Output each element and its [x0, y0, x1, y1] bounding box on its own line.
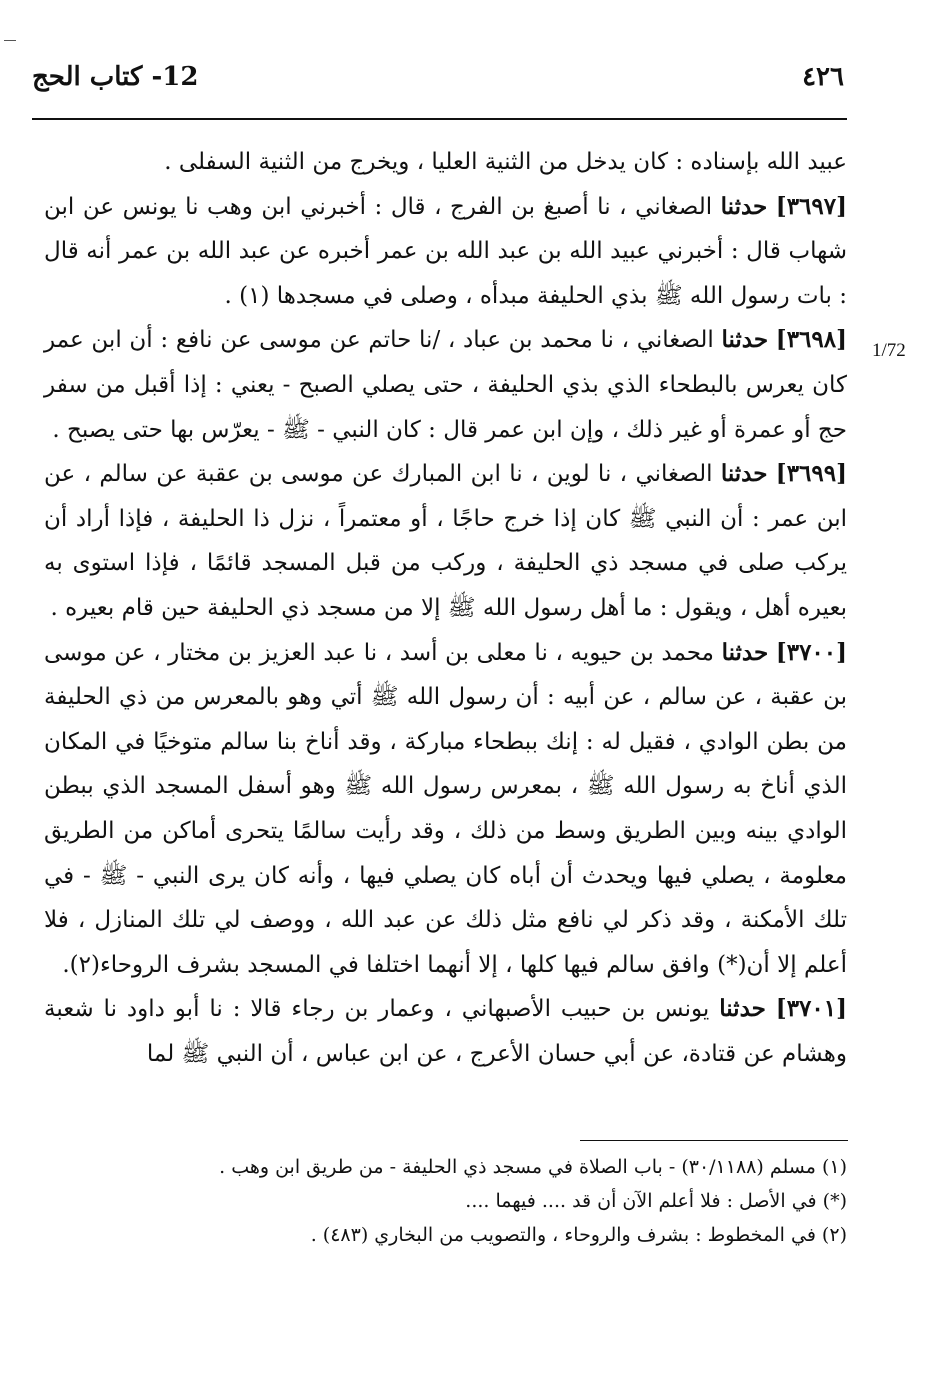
- hadith-number: [٣٦٩٧]: [775, 192, 847, 220]
- hadith-number: [٣٧٠١]: [775, 995, 847, 1023]
- paragraph-text: الصغاني ، نا محمد بن عباد ، /نا حاتم عن موسى عن نافع : أن ابن عمر كان يعرس بالبطحاء الذي بذي الحليفة ، حتى يصلي الصبح - يعني : إذا أقبل من سفر حج أو عمرة أو غير ذلك ، وإن ابن عمر قال : كان النبي - ﷺ - يعرّس بها حتى يصبح .: [44, 327, 847, 443]
- paragraph-text: عبيد الله بإسناده : كان يدخل من الثنية العليا ، ويخرج من الثنية السفلى .: [164, 149, 847, 175]
- footnote: (١) مسلم (٣٠/١١٨٨) - باب الصلاة في مسجد ذي الحليفة - من طريق ابن وهب .: [219, 1156, 847, 1178]
- paragraph-text: يونس بن حبيب الأصبهاني ، وعمار بن رجاء قالا : نا أبو داود نا شعبة وهشام عن قتادة، عن أبي حسان الأعرج ، عن ابن عباس ، أن النبي ﷺ لما: [44, 996, 847, 1067]
- hadith-paragraph: [44, 452, 847, 630]
- paragraph-text: الصغاني ، نا أصبغ بن الفرج ، قال : أخبرني ابن وهب نا يونس عن ابن شهاب قال : أخبرني عبيد الله بن عبد الله بن عمر أخبره عن عبد الله بن عمر أنه قال : بات رسول الله ﷺ بذي الحليفة مبدأه ، وصلى في مسجدها (١) .: [44, 193, 847, 309]
- footnote-divider: [580, 1140, 848, 1141]
- footnote: (٢) في المخطوط : بشرف والروحاء ، والتصويب من البخاري (٤٨٣) .: [310, 1224, 847, 1246]
- paragraph-text: الصغاني ، نا لوين ، نا ابن المبارك عن موسى بن عقبة عن سالم ، عن ابن عمر : أن النبي ﷺ كان إذا خرج حاجًا ، أو معتمراً ، نزل ذا الحليفة ، فإذا أراد أن يركب صلى في مسجد ذي الحليفة ، وركب من قبل المسجد قائمًا ، فإذا استوى به بعيره أهل ، ويقول : ما أهل رسول الله ﷺ إلا من مسجد ذي الحليفة حين قام بعيره .: [44, 461, 847, 621]
- header-divider: [32, 118, 847, 120]
- scan-mark: [4, 40, 16, 41]
- hadith-paragraph: [44, 318, 847, 452]
- main-text: [44, 140, 847, 1076]
- hadith-lead: حدثنا: [721, 638, 769, 666]
- chapter-title: 12- كتاب الحج: [32, 62, 199, 92]
- hadith-number: [٣٦٩٩]: [775, 460, 847, 488]
- footnote: (*) في الأصل : فلا أعلم الآن أن قد .... فيهما ....: [465, 1190, 847, 1212]
- hadith-number: [٣٧٠٠]: [775, 638, 848, 666]
- hadith-paragraph: [44, 631, 847, 988]
- text-paragraph: [44, 140, 847, 185]
- hadith-paragraph: [44, 987, 847, 1076]
- hadith-lead: حدثنا: [720, 460, 768, 488]
- footnotes: [90, 1150, 847, 1252]
- hadith-number: [٣٦٩٨]: [775, 326, 847, 354]
- hadith-lead: حدثنا: [721, 326, 769, 354]
- paragraph-text: محمد بن حيويه ، نا معلى بن أسد ، نا عبد العزيز بن مختار ، عن موسى بن عقبة ، عن سالم ، عن أبيه : أن رسول الله ﷺ أتي وهو بالمعرس من ذي الحليفة من بطن الوادي ، فقيل له : إنك ببطحاء مباركة ، وقد أناخ بنا سالم متوخيًا في المكان الذي أناخ به رسول الله ﷺ ، بمعرس رسول الله ﷺ وهو أسفل المسجد الذي ببطن الوادي بينه وبين الطريق وسط من ذلك ، وقد رأيت سالمًا يتحرى أماكن من الطريق معلومة ، يصلي فيها ويحدث أن أباه كان يصلي فيها ، وأنه كان يرى النبي - ﷺ - في تلك الأمكنة ، وقد ذكر لي نافع مثل ذلك عن عبد الله ، ووصف لي تلك المنازل ، فلا أعلم إلا أن(*) وافق سالم فيها كلها ، إلا أنهما اختلفا في المسجد بشرف الروحاء(٢).: [44, 639, 847, 978]
- page-number: ٤٢٦: [802, 62, 844, 92]
- manuscript-folio-note: 1/72: [872, 340, 906, 361]
- hadith-lead: حدثنا: [719, 995, 766, 1023]
- hadith-lead: حدثنا: [720, 192, 768, 220]
- hadith-paragraph: [44, 185, 847, 319]
